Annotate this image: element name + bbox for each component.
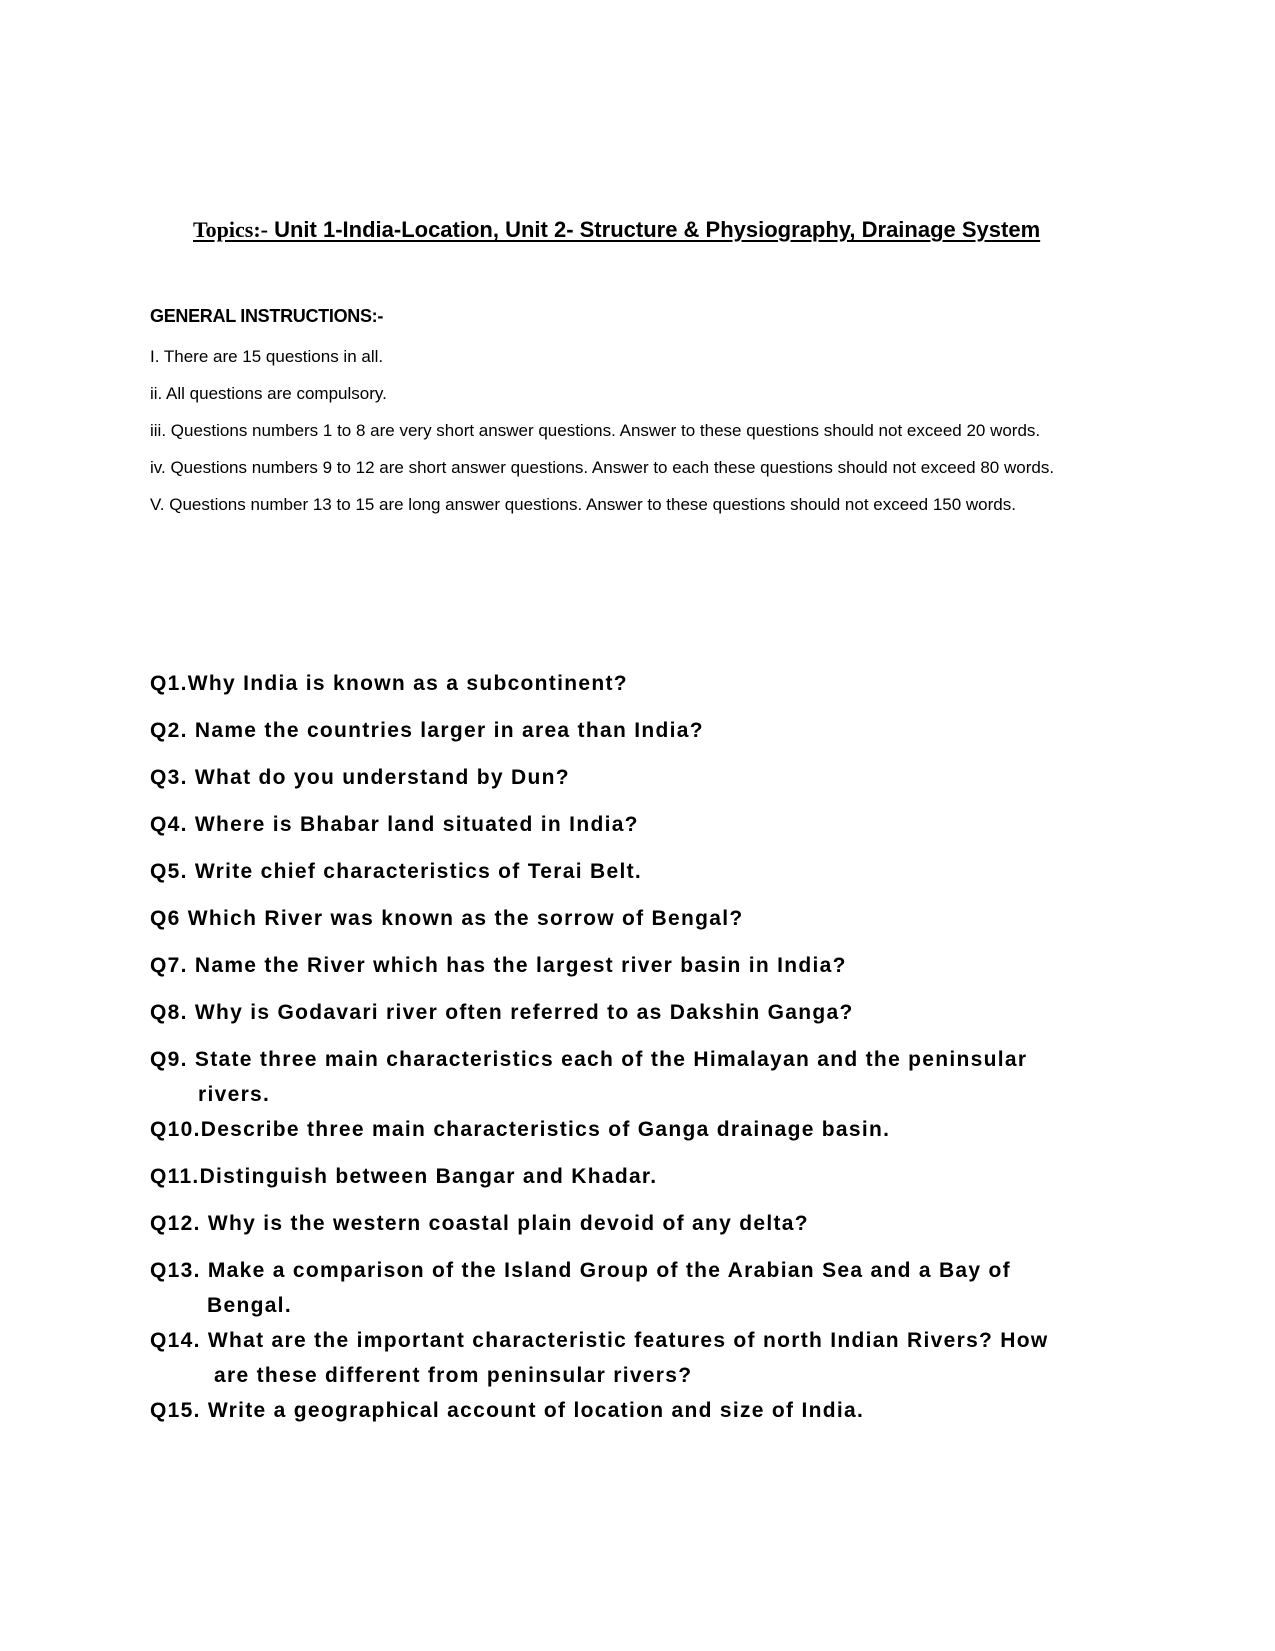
general-instructions xyxy=(150,306,1125,529)
question-continuation: are these different from peninsular rivers? xyxy=(214,1364,693,1387)
topics-lead: Topics:- xyxy=(193,217,268,242)
question-15 xyxy=(150,1393,1150,1428)
question-6 xyxy=(150,901,1150,936)
question-text: Q9. State three main characteristics each of the Himalayan and the peninsular xyxy=(150,1048,1028,1071)
question-12 xyxy=(150,1206,1150,1241)
question-2 xyxy=(150,713,1150,748)
question-13 xyxy=(150,1253,1150,1323)
instruction-item: ii. All questions are compulsory. xyxy=(150,384,387,403)
question-14 xyxy=(150,1323,1150,1393)
question-text: Q5. Write chief characteristics of Terai Belt. xyxy=(150,860,643,883)
question-continuation: rivers. xyxy=(198,1083,271,1106)
question-7 xyxy=(150,948,1150,983)
question-11 xyxy=(150,1159,1150,1194)
question-text: Q11.Distinguish between Bangar and Khadar. xyxy=(150,1165,658,1188)
question-text: Q2. Name the countries larger in area than India? xyxy=(150,719,704,742)
question-5 xyxy=(150,854,1150,889)
question-text: Q4. Where is Bhabar land situated in India? xyxy=(150,813,639,836)
question-text: Q1.Why India is known as a subcontinent? xyxy=(150,672,628,695)
question-8 xyxy=(150,995,1150,1030)
instruction-item: V. Questions number 13 to 15 are long answer questions. Answer to these questions should not exceed 150 words. xyxy=(150,495,1016,514)
topics-heading xyxy=(193,217,1073,243)
question-4 xyxy=(150,807,1150,842)
instruction-item: iii. Questions numbers 1 to 8 are very short answer questions. Answer to these questions should not exceed 20 words. xyxy=(150,421,1041,440)
question-continuation: Bengal. xyxy=(207,1294,292,1317)
instruction-item: iv. Questions numbers 9 to 12 are short answer questions. Answer to each these questions should not exceed 80 words. xyxy=(150,458,1055,477)
question-3 xyxy=(150,760,1150,795)
question-list xyxy=(150,666,1150,1440)
question-9 xyxy=(150,1042,1150,1112)
question-text: Q6 Which River was known as the sorrow of Bengal? xyxy=(150,907,744,930)
question-text: Q13. Make a comparison of the Island Group of the Arabian Sea and a Bay of xyxy=(150,1259,1011,1282)
question-text: Q12. Why is the western coastal plain devoid of any delta? xyxy=(150,1212,809,1235)
question-text: Q8. Why is Godavari river often referred to as Dakshin Ganga? xyxy=(150,1001,854,1024)
question-text: Q10.Describe three main characteristics of Ganga drainage basin. xyxy=(150,1118,891,1141)
question-10 xyxy=(150,1112,1150,1147)
topics-text: Unit 1-India-Location, Unit 2- Structure & Physiography, Drainage System xyxy=(267,217,1041,242)
question-text: Q7. Name the River which has the largest river basin in India? xyxy=(150,954,847,977)
question-text: Q15. Write a geographical account of location and size of India. xyxy=(150,1399,865,1422)
question-1 xyxy=(150,666,1150,701)
question-text: Q3. What do you understand by Dun? xyxy=(150,766,570,789)
instruction-item: I. There are 15 questions in all. xyxy=(150,347,384,366)
instructions-heading: GENERAL INSTRUCTIONS:- xyxy=(150,306,384,326)
question-text: Q14. What are the important characteristic features of north Indian Rivers? How xyxy=(150,1329,1049,1352)
